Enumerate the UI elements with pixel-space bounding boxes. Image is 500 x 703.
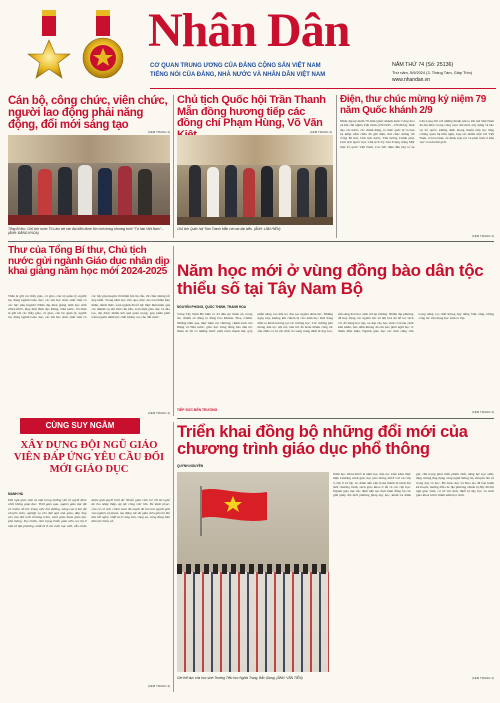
article-7-continue[interactable]: (XEM TRANG 2) [471, 676, 494, 680]
masthead-divider [150, 88, 496, 89]
column-divider [336, 95, 337, 238]
article-7-body: Năm học 2024-2025 là năm học tiếp tục triển khai thực hiện Chương trình giáo dục phổ thông 2018 với các lớp 5, lớp 9 và lớp 12, đánh dấu việc hoàn thành lộ trình đổi mới chương trình, sách giáo khoa ở tất cả các cấp học. Ngành giáo dục xác định tiếp tục thực hiện đồng bộ các giải pháp đổi mới phương pháp dạy học, kiểm tra đánh giá, chú trọng phát triển phẩm chất, năng lực học sinh; tăng cường ứng dụng công nghệ thông tin, chuyển đổi số trong dạy và học. Bộ Giáo dục và Đào tạo đã ban hành kế hoạch, hướng dẫn các địa phương chuẩn bị đầy đủ đội ngũ giáo viên, cơ sở vật chất, thiết bị dạy học và sách giáo khoa trước thềm năm học mới. [333, 472, 494, 498]
article-4-continue[interactable]: (XEM TRANG 3) [147, 411, 170, 415]
masthead-tagline-1: CƠ QUAN TRUNG ƯƠNG CỦA ĐẢNG CỘNG SẢN VIỆT NAM [150, 63, 321, 69]
article-4-body: Thân ái gửi các thầy giáo, cô giáo, cán bộ quản lý, người lao động ngành Giáo dục; các em học sinh, sinh viên và các bậc phụ huynh! Nhân dịp khai giảng năm học mới 2024-2025, thay mặt lãnh đạo Đảng, Nhà nước, tôi thân ái gửi tới các thầy giáo, cô giáo, cán bộ quản lý, người lao động ngành Giáo dục, các em học sinh, sinh viên và các bậc phụ huynh lời thăm hỏi ân cần, lời chúc mừng tốt đẹp nhất. Trong năm học vừa qua, mặc dù còn nhiều khó khăn, thách thức, toàn ngành đã nỗ lực thực hiện hiệu quả các nhiệm vụ đổi mới căn bản, toàn diện giáo dục và đào tạo, đạt được nhiều kết quả quan trọng, góp phần phát triển nguồn nhân lực chất lượng cao cho đất nước. [8, 294, 170, 320]
article-3-continue[interactable]: (XEM TRANG 2) [471, 234, 494, 238]
issue-number: NĂM THỨ 74 (Số: 25136) [392, 62, 454, 68]
article-1-continue[interactable]: (XEM TRANG 3) [147, 130, 170, 134]
section-divider [177, 418, 494, 419]
article-3-headline[interactable]: Điện, thư chúc mừng kỷ niệm 79 năm Quốc khánh 2/9 [340, 94, 487, 116]
website[interactable]: www.nhandan.vn [392, 77, 431, 83]
masthead [0, 0, 500, 100]
section-divider [8, 241, 494, 242]
article-7-author: QUỲNH NGUYÊN [177, 464, 204, 468]
opinion-headline[interactable]: XÂY DỰNG ĐỘI NGŨ GIÁO VIÊN ĐÁP ỨNG YÊU CẦU ĐỔI MỚI GIÁO DỤC [13, 440, 165, 476]
article-7-headline[interactable]: Triển khai đồng bộ những đổi mới của chương trình giáo dục phổ thông [177, 423, 468, 459]
article-5-author: NGUYỄN PHONG, QUỐC THỊNH, THANH HOA [177, 305, 247, 309]
masthead-tagline-2: TIẾNG NÓI CỦA ĐẢNG, NHÀ NƯỚC VÀ NHÂN DÂN VIỆT NAM [150, 72, 326, 78]
article-7-caption: Giờ thể dục của học sinh Trường Tiểu học Nghĩa Trung, Bắc Giang. (ẢNH: VĂN TIẾN) [177, 676, 303, 680]
column-divider [173, 422, 174, 692]
gold-star-emblem-icon [20, 6, 132, 96]
article-4-headline[interactable]: Thư của Tổng Bí thư, Chủ tịch nước gửi ngành Giáo dục nhân dịp khai giảng năm học mới 2024-2025 [8, 245, 170, 278]
opinion-body: Đội ngũ giáo viên là một trong những yếu tố quyết định chất lượng giáo dục. Thời gian qua, ngành giáo dục đã có nhiều nỗ lực trong việc bồi dưỡng, nâng cao trình độ chuyên môn, nghiệp vụ cho đội ngũ nhà giáo, đáp ứng yêu cầu đổi mới chương trình, sách giáo khoa giáo dục phổ thông. Tuy nhiên, tình trạng thiếu giáo viên cục bộ ở một số địa phương, nhất là ở các môn học mới, vẫn chưa được giải quyết triệt để. Nhiều giáo viên trẻ rời bỏ nghề do thu nhập thấp, áp lực công việc lớn. Để khắc phục, cần có cơ chế, chính sách đủ mạnh để thu hút người giỏi vào ngành sư phạm, tạo động lực để giáo viên gắn bó lâu dài với nghề, nhất là ở vùng sâu, vùng xa, vùng đồng bào dân tộc thiểu số. [8, 498, 170, 528]
article-5-subheading: TIẾP SỨC ĐẾN TRƯỜNG [177, 408, 218, 412]
article-2-caption: Chủ tịch Quốc hội Trần Thanh Mẫn với các đại biểu. (ẢNH: LÂM HIỂN) [177, 227, 281, 231]
article-2-headline[interactable]: Chủ tịch Quốc hội Trần Thanh Mẫn đồng hương tiếp các đồng chí Phạm Hùng, Võ Văn [177, 94, 326, 130]
article-1-headline[interactable]: Cán bộ, công chức, viên chức, người lao động phải năng động, đổi mới sáng tạo [8, 95, 168, 132]
article-1-photo [8, 135, 170, 225]
article-5-body: Vùng Tây Nam Bộ hiện có 43 dân tộc thiểu số, trong đó, chiếm số đông là đồng bào Khmer, Hoa, Chăm. Những năm qua, thực hiện các chương, chính sách của Đảng và Nhà nước, giáo dục vùng đồng bào dân tộc thiểu số đã có những bước phát triển mạnh mẽ, góp phần nâng cao dân trí, đào tạo nguồn nhân lực. Những ngày này, không khí chuẩn bị cho năm học mới đang diễn ra khẩn trương tại các trường học. Các trường phổ thông dân tộc nội trú, bán trú đã hoàn thành công tác sửa chữa cơ sở vật chất, bổ sung trang thiết bị dạy học, sẵn sàng đón học sinh trở lại trường. Nhiều địa phương đã huy động các nguồn lực xã hội hóa để hỗ trợ sách vở, đồ dùng học tập, xe đạp cho học sinh có hoàn cảnh khó khăn, bảo đảm không để em nào phải nghỉ học vì thiếu điều kiện. Ngành giáo dục các tỉnh cũng chú trọng nâng cao chất lượng dạy tiếng Việt, tăng cường công tác vận động học sinh ra lớp. [177, 312, 494, 334]
masthead-title: Nhân Dân [148, 4, 350, 57]
article-7-photo [177, 472, 329, 672]
column-divider [173, 95, 174, 238]
article-2-continue[interactable]: (XEM TRANG 3) [309, 130, 332, 134]
opinion-continue[interactable]: (XEM TRANG 3) [147, 684, 170, 688]
issue-date: Thứ năm, 5/9/2024 (3, Tháng Tám, Giáp Thìn) [392, 70, 473, 75]
article-3-body: Nhân dịp kỷ niệm 79 năm Quốc khánh nước Cộng hòa xã hội chủ nghĩa Việt Nam (2/9/1945 - 2/9/2024), lãnh đạo các nước, các chính đảng, tổ chức quốc tế và bạn bè khắp năm châu đã gửi điện, thư chúc mừng tới Tổng Bí thư, Chủ tịch nước, Thủ tướng Chính phủ, Chủ tịch Quốc hội, Chủ tịch Ủy ban Trung ương Mặt trận Tổ quốc Việt Nam. Các bức điện đều bày tỏ sự trân trọng đối với những thành tựu to lớn mà Việt Nam đã đạt được trong công cuộc đổi mới, xây dựng và bảo vệ Tổ quốc; khẳng định mong muốn tiếp tục tăng cường quan hệ hữu nghị, hợp tác nhiều mặt với Việt Nam, vì hòa bình, ổn định, hợp tác và phát triển ở khu vực và trên thế giới. [340, 119, 495, 149]
column-divider [173, 246, 174, 416]
article-2-photo [177, 135, 333, 225]
article-1-caption: Tổng Bí thư, Chủ tịch nước Tô Lâm với các đại biểu được tôn vinh trong chương trình "Tự hào Việt Nam"... (ẢNH: ĐĂNG KHOA) [8, 227, 164, 235]
flag-icon [199, 486, 269, 536]
opinion-author: MANH HÀ [8, 492, 24, 496]
opinion-section-label: CÙNG SUY NGẪM [45, 421, 115, 430]
article-5-headline[interactable]: Năm học mới ở vùng đồng bào dân tộc thiểu số tại Tây Nam Bộ [177, 261, 484, 298]
opinion-section-banner [20, 418, 140, 434]
article-5-continue[interactable]: (XEM TRANG 2) [471, 410, 494, 414]
